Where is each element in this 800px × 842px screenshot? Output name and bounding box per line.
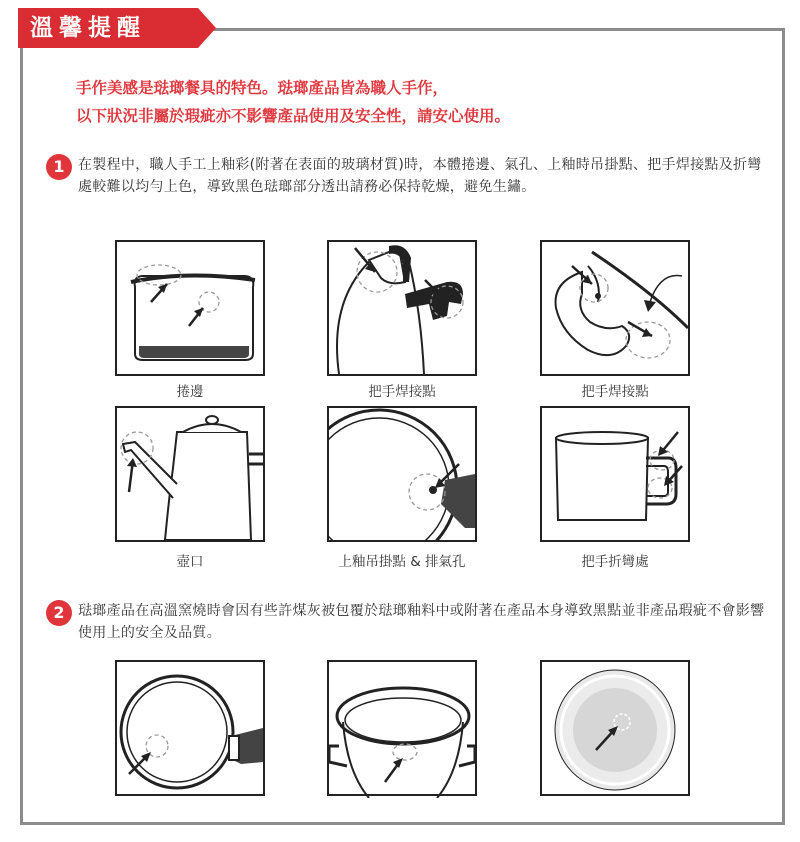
caption-handle-bend: 把手折彎處: [581, 554, 649, 570]
saucepan-black-dot-icon: [115, 660, 265, 796]
plate-black-dot-icon: [540, 660, 690, 796]
intro-text: [76, 74, 756, 130]
coffee-pot-spout-icon: [115, 406, 265, 542]
caption-mug-handle-weld: 把手焊接點: [581, 384, 649, 400]
mug-handle-weld-icon: [540, 240, 690, 376]
saucepan-hanging-point-icon: [327, 406, 477, 542]
caption-hanging-point: 上釉吊掛點 & 排氣孔: [338, 554, 466, 570]
pot-rim-icon: [115, 240, 265, 376]
caption-pot-rim: 捲邊: [176, 384, 204, 400]
kettle-handle-icon: [327, 240, 477, 376]
section-1-text: 在製程中，職人手工上釉彩(附著在表面的玻璃材質)時，本體捲邊、氣孔、上釉時吊掛點、把手焊接點及折彎處較難以均勻上色，導致黑色琺瑯部分透出請務必保持乾燥，避免生鏽。: [78, 157, 762, 195]
casserole-black-dot-icon: [327, 660, 477, 796]
intro-line-2: 以下狀況非屬於瑕疵亦不影響產品使用及安全性，請安心使用。: [76, 107, 511, 125]
mug-handle-bend-icon: [540, 406, 690, 542]
section-2-number: 2: [46, 600, 72, 626]
section-2-text: 琺瑯產品在高溫窯燒時會因有些許煤灰被包覆於琺瑯釉料中或附著在產品本身導致黑點並非產品瑕疵不會影響使用上的安全及品質。: [78, 603, 765, 641]
page-title: 溫馨提醒: [30, 15, 146, 41]
section-1-number: 1: [46, 154, 72, 180]
caption-spout: 壺口: [176, 554, 204, 570]
caption-kettle-handle: 把手焊接點: [368, 384, 436, 400]
intro-line-1: 手作美感是琺瑯餐具的特色。琺瑯產品皆為職人手作，: [76, 79, 449, 97]
header-tab: [18, 8, 218, 48]
